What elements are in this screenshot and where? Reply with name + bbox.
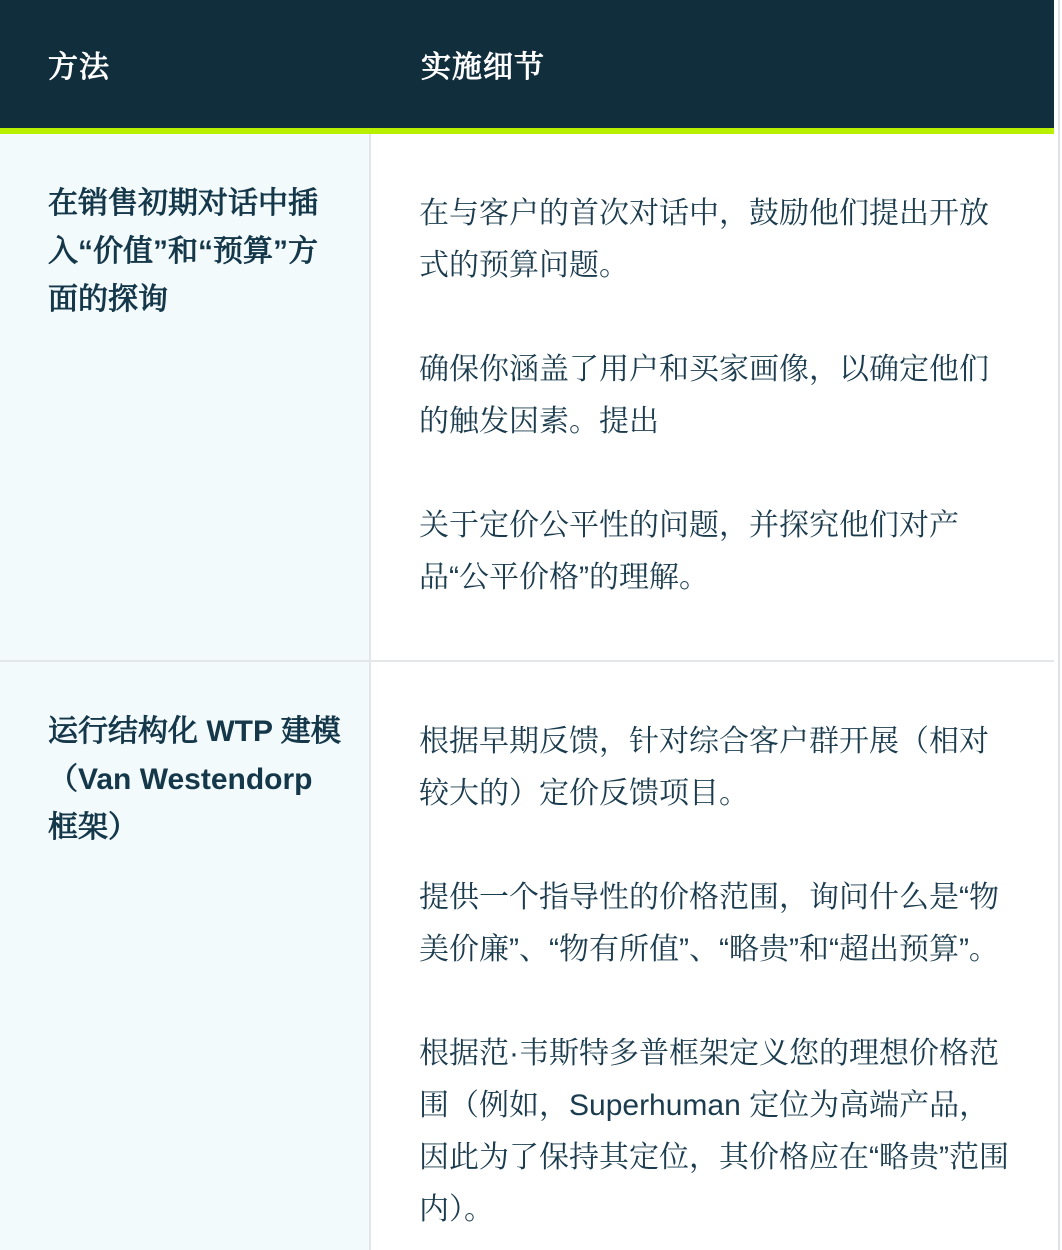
right-edge-border xyxy=(1058,0,1060,1250)
details-cell xyxy=(371,662,1054,1250)
details-paragraph: 提供一个指导性的价格范围，询问什么是“物美价廉”、“物有所值”、“略贵”和“超出预算”。 xyxy=(419,881,999,966)
method-cell: 运行结构化 WTP 建模（Van Westendorp 框架） xyxy=(0,662,371,1250)
details-paragraph: 根据范·韦斯特多普框架定义您的理想价格范围（例如，Superhuman 定位为高端产品，因此为了保持其定位，其价格应在“略贵”范围内）。 xyxy=(419,1037,1009,1226)
details-paragraph: 关于定价公平性的问题，并探究他们对产品“公平价格”的理解。 xyxy=(419,509,959,594)
details-cell xyxy=(371,134,1054,660)
column-header-method: 方法 xyxy=(48,51,110,84)
column-header-details: 实施细节 xyxy=(421,51,545,84)
table-row xyxy=(0,662,1054,1250)
details-paragraph: 确保你涵盖了用户和买家画像，以确定他们的触发因素。提出 xyxy=(419,353,989,438)
table-row xyxy=(0,134,1054,662)
details-paragraph: 在与客户的首次对话中，鼓励他们提出开放式的预算问题。 xyxy=(419,197,989,282)
details-paragraph: 根据早期反馈，针对综合客户群开展（相对较大的）定价反馈项目。 xyxy=(419,725,989,810)
method-cell: 在销售初期对话中插入“价值”和“预算”方面的探询 xyxy=(0,134,371,660)
table-header-row xyxy=(0,0,1054,128)
